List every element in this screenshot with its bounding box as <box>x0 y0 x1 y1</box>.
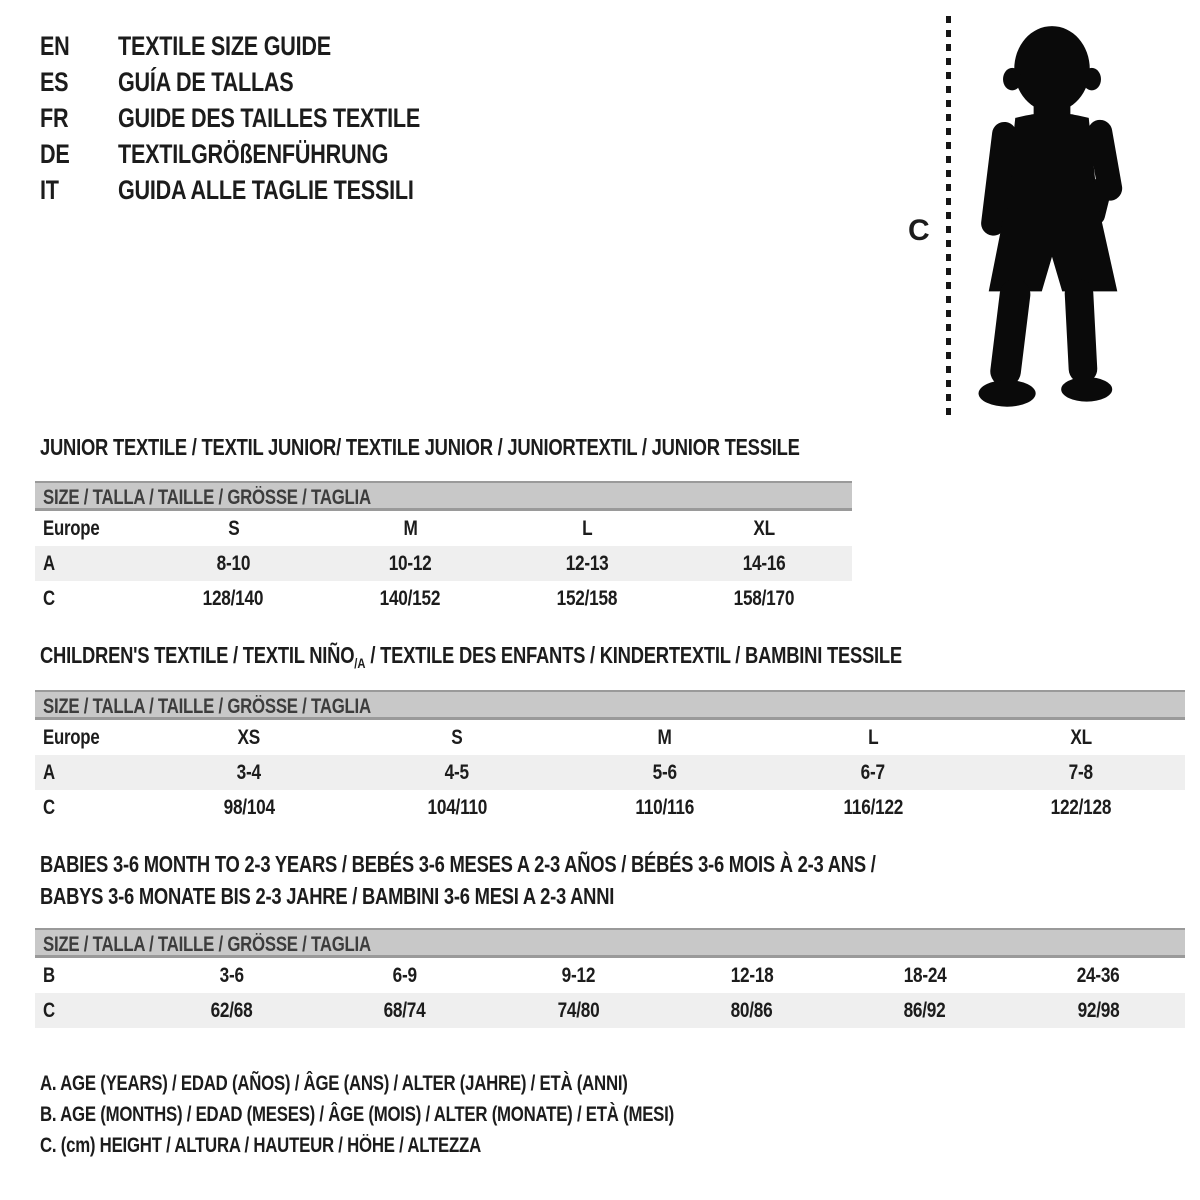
table-row-europe <box>35 720 1185 755</box>
language-title: TEXTILE SIZE GUIDE <box>118 30 331 61</box>
legend-line-c: C. (cm) HEIGHT / ALTURA / HAUTEUR / HÖHE / ALTEZZA <box>40 1133 481 1157</box>
height-value: 122/128 <box>1050 795 1112 819</box>
children-section-heading: CHILDREN'S TEXTILE / TEXTIL $NIÑO_{/A}$ / TEXTILE DES ENFANTS / KINDERTEXTIL / BAMBINI TESSILE <box>40 642 902 671</box>
row-label: Europe <box>43 725 100 749</box>
table-row-age-years <box>35 755 1185 790</box>
height-value: 62/68 <box>210 998 253 1022</box>
table-row-age-months <box>35 958 1185 993</box>
height-value: 68/74 <box>384 998 426 1022</box>
junior-size-table <box>35 481 852 616</box>
babies-size-table <box>35 928 1185 1028</box>
row-label: C <box>43 795 55 819</box>
age-value: 8-10 <box>216 551 251 575</box>
row-label: Europe <box>43 516 100 540</box>
height-value: 80/86 <box>730 998 773 1022</box>
age-months-value: 24-36 <box>1076 963 1120 987</box>
height-value: 140/152 <box>379 586 441 610</box>
table-row-age-years <box>35 546 852 581</box>
size-value: S <box>451 725 463 749</box>
table-row-height-cm <box>35 790 1185 825</box>
row-label: C <box>43 586 55 610</box>
age-value: 3-4 <box>236 760 262 784</box>
language-title: TEXTILGRÖßENFÜHRUNG <box>118 138 389 169</box>
measure-legend <box>40 1068 832 1161</box>
row-label: C <box>43 998 55 1022</box>
age-value: 5-6 <box>652 760 678 784</box>
language-title: GUÍA DE TALLAS <box>118 66 294 97</box>
height-value: 98/104 <box>223 795 275 819</box>
row-label: B <box>43 963 55 987</box>
language-row-es <box>40 64 496 100</box>
language-row-en <box>40 28 496 64</box>
row-label: A <box>43 551 55 575</box>
size-value: S <box>227 516 239 540</box>
language-title-list <box>40 28 496 208</box>
language-code: IT <box>40 174 59 205</box>
age-value: 14-16 <box>742 551 786 575</box>
language-code: DE <box>40 138 70 169</box>
age-value: 10-12 <box>388 551 432 575</box>
language-code: EN <box>40 30 70 61</box>
babies-table-header-bar: SIZE / TALLA / TAILLE / GRÖSSE / TAGLIA <box>35 928 1185 958</box>
age-value: 4-5 <box>444 760 470 784</box>
size-value: XS <box>237 725 261 749</box>
table-row-height-cm <box>35 581 852 616</box>
age-months-value: 12-18 <box>730 963 774 987</box>
height-dashed-line <box>946 16 951 420</box>
junior-table-header-bar: SIZE / TALLA / TAILLE / GRÖSSE / TAGLIA <box>35 481 852 511</box>
nino-a-subscript: /A <box>354 655 366 671</box>
size-value: L <box>581 516 593 540</box>
size-value: M <box>657 725 673 749</box>
babies-section-heading-line1: BABIES 3-6 MONTH TO 2-3 YEARS / BEBÉS 3-6 MESES A 2-3 AÑOS / BÉBÉS 3-6 MOIS À 2-3 ANS / <box>40 851 876 877</box>
table-row-europe <box>35 511 852 546</box>
height-measure-label: C <box>908 214 930 247</box>
language-code: FR <box>40 102 69 133</box>
age-value: 7-8 <box>1068 760 1094 784</box>
row-label: A <box>43 760 55 784</box>
age-value: 12-13 <box>565 551 609 575</box>
size-value: XL <box>752 516 775 540</box>
height-value: 104/110 <box>427 795 487 819</box>
height-value: 128/140 <box>203 586 264 610</box>
age-months-value: 9-12 <box>561 963 596 987</box>
height-value: 86/92 <box>904 998 946 1022</box>
language-title: GUIDA ALLE TAGLIE TESSILI <box>118 174 414 205</box>
height-value: 110/116 <box>635 795 695 819</box>
size-value: L <box>867 725 879 749</box>
age-months-value: 6-9 <box>392 963 418 987</box>
height-value: 92/98 <box>1077 998 1120 1022</box>
babies-section-heading-line2: BABYS 3-6 MONATE BIS 2-3 JAHRE / BAMBINI 3-6 MESI A 2-3 ANNI <box>40 883 615 909</box>
language-row-fr <box>40 100 496 136</box>
age-value: 6-7 <box>860 760 886 784</box>
language-row-it <box>40 172 496 208</box>
language-title: GUIDE DES TAILLES TEXTILE <box>118 102 421 133</box>
height-value: 158/170 <box>733 586 794 610</box>
height-value: 74/80 <box>557 998 600 1022</box>
toddler-silhouette-image <box>960 22 1144 422</box>
legend-line-a: A. AGE (YEARS) / EDAD (AÑOS) / ÂGE (ANS) / ALTER (JAHRE) / ETÀ (ANNI) <box>40 1071 628 1095</box>
legend-line-b: B. AGE (MONTHS) / EDAD (MESES) / ÂGE (MOIS) / ALTER (MONATE) / ETÀ (MESI) <box>40 1102 674 1126</box>
size-value: XL <box>1070 725 1092 749</box>
children-table-header-bar: SIZE / TALLA / TAILLE / GRÖSSE / TAGLIA <box>35 690 1185 720</box>
age-months-value: 3-6 <box>219 963 244 987</box>
age-months-value: 18-24 <box>903 963 947 987</box>
height-value: 116/122 <box>843 795 903 819</box>
language-row-de <box>40 136 496 172</box>
table-row-height-cm <box>35 993 1185 1028</box>
children-size-table <box>35 690 1185 825</box>
language-code: ES <box>40 66 69 97</box>
height-value: 152/158 <box>556 586 618 610</box>
size-value: M <box>403 516 418 540</box>
junior-section-heading: JUNIOR TEXTILE / TEXTIL JUNIOR/ TEXTILE JUNIOR / JUNIORTEXTIL / JUNIOR TESSILE <box>40 434 800 460</box>
